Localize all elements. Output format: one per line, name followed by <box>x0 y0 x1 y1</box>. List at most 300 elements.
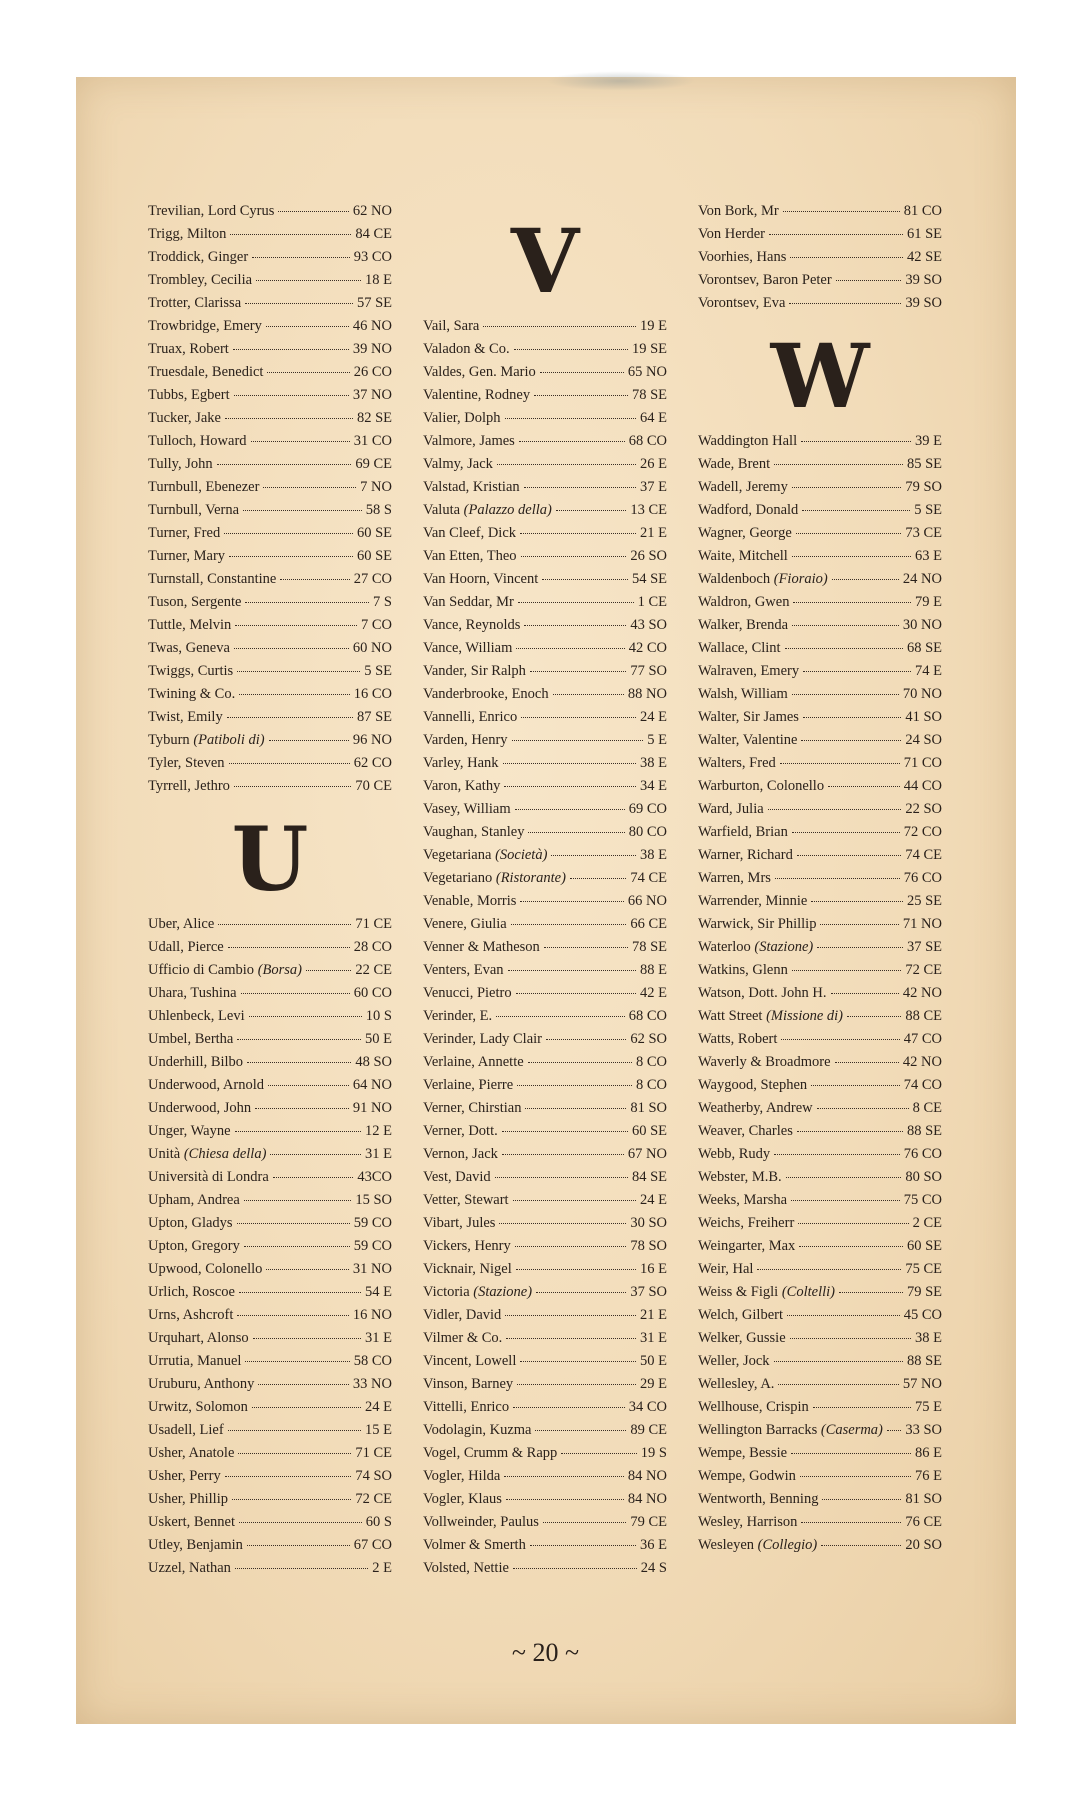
index-entry <box>423 1100 667 1123</box>
dot-leader <box>828 786 900 787</box>
page-number: ~ 20 ~ <box>511 1638 580 1667</box>
entry-name-text: Weiss & Figli <box>698 1284 782 1300</box>
index-entry <box>423 387 667 410</box>
entry-reference: 58 CO <box>353 1353 392 1369</box>
dot-leader <box>258 1384 349 1385</box>
index-entry <box>698 594 942 617</box>
entry-name <box>698 1215 794 1232</box>
entry-name-text: Vilmer & Co. <box>423 1330 503 1346</box>
index-entry <box>698 732 942 755</box>
dot-leader <box>778 1384 899 1385</box>
dot-leader <box>502 1131 628 1132</box>
entry-name-text: Watts, Robert <box>698 1031 778 1047</box>
index-entry <box>148 1215 392 1238</box>
entry-name <box>698 847 793 864</box>
index-entry <box>698 525 942 548</box>
dot-leader <box>524 625 626 626</box>
entry-reference: 86 E <box>915 1445 942 1461</box>
index-entry <box>698 916 942 939</box>
entry-reference: 48 SO <box>355 1054 392 1070</box>
entry-name <box>148 916 214 933</box>
entry-name-text: Waygood, Stephen <box>698 1077 808 1093</box>
entry-note: (Società) <box>495 847 548 863</box>
index-entry <box>698 1491 942 1514</box>
dot-leader <box>786 1177 902 1178</box>
entry-reference: 37 E <box>640 479 667 495</box>
dot-leader <box>513 1568 637 1569</box>
dot-leader <box>280 579 349 580</box>
index-entry <box>698 640 942 663</box>
entry-name <box>148 663 233 680</box>
entry-name <box>423 1169 491 1186</box>
dot-leader <box>817 947 903 948</box>
entry-name <box>698 525 792 542</box>
dot-leader <box>229 556 353 557</box>
entry-reference: 58 S <box>365 502 392 518</box>
entry-name <box>423 1146 498 1163</box>
entry-name-text: Weichs, Freiherr <box>698 1215 795 1231</box>
entry-note: (Coltelli) <box>781 1284 835 1300</box>
entry-name <box>148 410 221 427</box>
index-entry <box>423 1468 667 1491</box>
entry-reference: 34 E <box>640 778 667 794</box>
entry-name-text: Ward, Julia <box>698 801 764 817</box>
index-entry <box>423 893 667 916</box>
entry-name <box>698 1008 843 1025</box>
entry-name-text: Vegetariana <box>423 847 496 863</box>
entry-name <box>423 1100 521 1117</box>
entry-reference: 64 E <box>640 410 667 426</box>
entry-name-text: Watt Street <box>698 1008 767 1024</box>
entry-name-text: Turner, Mary <box>148 548 226 564</box>
entry-reference: 13 CE <box>630 502 667 518</box>
dot-leader <box>797 1131 903 1132</box>
entry-name-text: Twiggs, Curtis <box>148 663 234 679</box>
entry-name <box>423 801 511 818</box>
dot-leader <box>792 487 902 488</box>
index-entry <box>148 387 392 410</box>
entry-name-text: Uber, Alice <box>148 916 215 932</box>
entry-name-text: Vogel, Crumm & Rapp <box>423 1445 558 1461</box>
dot-leader <box>228 947 350 948</box>
dot-leader <box>267 372 349 373</box>
entry-name <box>423 548 517 565</box>
index-entry <box>698 456 942 479</box>
entry-name-text: Uhara, Tushina <box>148 985 237 1001</box>
entry-reference: 16 NO <box>352 1307 392 1323</box>
index-entry <box>148 1008 392 1031</box>
index-entry <box>148 732 392 755</box>
index-entry <box>423 686 667 709</box>
dot-leader <box>530 1545 636 1546</box>
dot-leader <box>520 533 636 534</box>
entry-reference: 61 SE <box>906 226 942 242</box>
entry-name <box>698 203 779 220</box>
index-entry <box>698 1215 942 1238</box>
index-entry <box>698 847 942 870</box>
entry-name <box>148 1353 241 1370</box>
entry-name <box>423 479 520 496</box>
entry-name-text: Venable, Morris <box>423 893 517 909</box>
dot-leader <box>524 487 636 488</box>
dot-leader <box>514 349 628 350</box>
entry-reference: 67 CO <box>353 1537 392 1553</box>
entry-name-text: Tyler, Steven <box>148 755 225 771</box>
entry-reference: 74 CO <box>903 1077 942 1093</box>
entry-name <box>148 203 274 220</box>
entry-name <box>148 640 230 657</box>
entry-reference: 44 CO <box>903 778 942 794</box>
index-entry <box>423 1376 667 1399</box>
index-entry <box>148 985 392 1008</box>
dot-leader <box>506 1499 624 1500</box>
index-entry <box>698 617 942 640</box>
entry-name-text: Urwitz, Solomon <box>148 1399 248 1415</box>
entry-name <box>148 686 235 703</box>
entry-name-text: Verinder, Lady Clair <box>423 1031 543 1047</box>
entry-reference: 60 S <box>365 1514 392 1530</box>
dot-leader <box>516 648 624 649</box>
entry-name-text: Waldenboch <box>698 571 774 587</box>
entry-name <box>698 1491 818 1508</box>
dot-leader <box>797 855 901 856</box>
entry-reference: 93 CO <box>353 249 392 265</box>
entry-name-text: Weingarter, Max <box>698 1238 796 1254</box>
index-entry <box>698 1146 942 1169</box>
dot-leader <box>273 1177 354 1178</box>
entry-reference: 38 E <box>915 1330 942 1346</box>
dot-leader <box>270 1154 361 1155</box>
entry-name-text: Vorontsev, Baron Peter <box>698 272 832 288</box>
entry-name-text: Victoria <box>423 1284 474 1300</box>
entry-name <box>698 1284 835 1301</box>
paper-stain <box>546 71 696 91</box>
dot-leader <box>803 671 911 672</box>
index-entry <box>423 1261 667 1284</box>
dot-leader <box>495 1177 628 1178</box>
entry-name-text: Vincent, Lowell <box>423 1353 517 1369</box>
entry-name <box>148 1031 233 1048</box>
index-entry <box>698 1123 942 1146</box>
entry-name-text: Verner, Chirstian <box>423 1100 522 1116</box>
entry-reference: 60 NO <box>352 640 392 656</box>
index-entry <box>423 663 667 686</box>
dot-leader <box>235 1131 361 1132</box>
dot-leader <box>783 211 900 212</box>
entry-name <box>148 1468 221 1485</box>
dot-leader <box>803 717 901 718</box>
entry-reference: 2 CE <box>912 1215 942 1231</box>
dot-leader <box>796 533 902 534</box>
entry-name-text: Wesley, Harrison <box>698 1514 798 1530</box>
entry-reference: 76 E <box>915 1468 942 1484</box>
entry-name <box>148 571 276 588</box>
dot-leader <box>244 1246 350 1247</box>
entry-name <box>698 1077 807 1094</box>
entry-name-text: Volmer & Smerth <box>423 1537 526 1553</box>
entry-name-text: Warrender, Minnie <box>698 893 808 909</box>
index-entry <box>148 755 392 778</box>
index-entry <box>423 502 667 525</box>
index-entry <box>148 1307 392 1330</box>
dot-leader <box>525 1108 626 1109</box>
entry-name-text: Wellesley, A. <box>698 1376 775 1392</box>
entry-reference: 31 E <box>365 1146 392 1162</box>
dot-leader <box>234 648 349 649</box>
dot-leader <box>561 1453 637 1454</box>
entry-name <box>148 1261 262 1278</box>
entry-name-text: Weaver, Charles <box>698 1123 793 1139</box>
entry-reference: 96 NO <box>352 732 392 748</box>
entry-name-text: Trigg, Milton <box>148 226 227 242</box>
entry-name-text: Verinder, E. <box>423 1008 493 1024</box>
entry-note: (Ristorante) <box>495 870 566 886</box>
dot-leader <box>546 1039 626 1040</box>
index-entry <box>423 985 667 1008</box>
entry-name <box>148 939 224 956</box>
dot-leader <box>811 901 903 902</box>
index-entry <box>423 1054 667 1077</box>
entry-name <box>698 1514 797 1531</box>
entry-name-text: Urrutia, Manuel <box>148 1353 242 1369</box>
dot-leader <box>516 993 636 994</box>
dot-leader <box>234 395 349 396</box>
entry-name-text: Underwood, John <box>148 1100 252 1116</box>
entry-reference: 66 NO <box>627 893 667 909</box>
index-entry <box>698 1077 942 1100</box>
dot-leader <box>255 1108 349 1109</box>
entry-name-text: Valdes, Gen. Mario <box>423 364 536 380</box>
index-column-2 <box>423 203 667 1583</box>
index-entry <box>148 341 392 364</box>
entry-name-text: Wellington Barracks <box>698 1422 821 1438</box>
entry-reference: 74 E <box>915 663 942 679</box>
entry-name-text: Voorhies, Hans <box>698 249 787 265</box>
entry-name-text: Wentworth, Benning <box>698 1491 819 1507</box>
entry-name <box>148 1560 231 1577</box>
index-entry <box>698 1445 942 1468</box>
entry-reference: 28 CO <box>353 939 392 955</box>
entry-name-text: Varley, Hank <box>423 755 499 771</box>
entry-reference: 54 E <box>365 1284 392 1300</box>
dot-leader <box>791 1200 900 1201</box>
index-entry <box>698 479 942 502</box>
entry-reference: 74 SO <box>355 1468 392 1484</box>
dot-leader <box>792 556 911 557</box>
index-entry <box>698 1422 942 1445</box>
dot-leader <box>256 280 361 281</box>
entry-reference: 30 NO <box>902 617 942 633</box>
index-entry <box>148 1422 392 1445</box>
entry-name-text: Turnbull, Ebenezer <box>148 479 260 495</box>
entry-name <box>148 1238 240 1255</box>
entry-name <box>698 824 788 841</box>
entry-reference: 84 CE <box>355 226 392 242</box>
index-entry <box>698 939 942 962</box>
entry-name-text: Usadell, Lief <box>148 1422 224 1438</box>
entry-name-text: Vannelli, Enrico <box>423 709 518 725</box>
dot-leader <box>517 1384 636 1385</box>
index-entry <box>423 410 667 433</box>
dot-leader <box>835 1062 899 1063</box>
dot-leader <box>505 1315 636 1316</box>
entry-reference: 88 SE <box>906 1353 942 1369</box>
entry-name-text: Trowbridge, Emery <box>148 318 262 334</box>
entry-reference: 34 CO <box>628 1399 667 1415</box>
entry-name <box>698 1261 753 1278</box>
dot-leader <box>799 1246 903 1247</box>
index-entry <box>698 686 942 709</box>
entry-name-text: Università di Londra <box>148 1169 269 1185</box>
entry-reference: 57 NO <box>902 1376 942 1392</box>
entry-name <box>698 295 785 312</box>
dot-leader <box>813 1407 911 1408</box>
entry-name-text: Urns, Ashcroft <box>148 1307 234 1323</box>
entry-reference: 76 CE <box>905 1514 942 1530</box>
dot-leader <box>774 1154 900 1155</box>
entry-reference: 21 E <box>640 1307 667 1323</box>
entry-name-text: Umbel, Bertha <box>148 1031 234 1047</box>
dot-leader <box>801 441 911 442</box>
entry-name <box>698 456 770 473</box>
entry-reference: 68 SE <box>906 640 942 656</box>
index-entry <box>148 594 392 617</box>
entry-name-text: Turner, Fred <box>148 525 221 541</box>
dot-leader <box>266 326 349 327</box>
dot-leader <box>234 786 351 787</box>
index-entry <box>423 341 667 364</box>
entry-name-text: Vance, Reynolds <box>423 617 521 633</box>
entry-name <box>148 985 237 1002</box>
entry-reference: 16 E <box>640 1261 667 1277</box>
entry-reference: 37 SO <box>630 1284 667 1300</box>
entry-reference: 84 SE <box>631 1169 667 1185</box>
entry-reference: 77 SO <box>630 663 667 679</box>
entry-name-text: Underhill, Bilbo <box>148 1054 244 1070</box>
dot-leader <box>503 763 636 764</box>
entry-note: (Fioraio) <box>773 571 828 587</box>
entry-name <box>423 1399 509 1416</box>
index-entry <box>423 548 667 571</box>
index-entry <box>148 502 392 525</box>
index-entry <box>423 1284 667 1307</box>
entry-name <box>698 571 828 588</box>
dot-leader <box>817 1108 909 1109</box>
index-entry <box>148 916 392 939</box>
entry-reference: 78 SO <box>630 1238 667 1254</box>
index-entry <box>148 686 392 709</box>
entry-name <box>148 617 231 634</box>
index-entry <box>698 433 942 456</box>
entry-reference: 76 CO <box>903 870 942 886</box>
entry-reference: 62 SO <box>630 1031 667 1047</box>
index-column-3 <box>698 203 942 1560</box>
dot-leader <box>511 924 627 925</box>
index-entry <box>423 1192 667 1215</box>
entry-name-text: Verlaine, Annette <box>423 1054 524 1070</box>
entry-name <box>148 479 259 496</box>
dot-leader <box>781 1039 899 1040</box>
entry-reference: 88 NO <box>627 686 667 702</box>
entry-reference: 74 CE <box>630 870 667 886</box>
entry-name-text: Wesleyen <box>698 1537 758 1553</box>
index-entry <box>148 295 392 318</box>
index-entry <box>423 870 667 893</box>
entry-name <box>698 249 786 266</box>
entry-reference: 2 E <box>372 1560 392 1576</box>
dot-leader <box>528 1062 632 1063</box>
dot-leader <box>497 464 636 465</box>
entry-name-text: Volsted, Nettie <box>423 1560 509 1576</box>
index-entry <box>698 1008 942 1031</box>
index-entry <box>423 1008 667 1031</box>
entry-reference: 74 CE <box>905 847 942 863</box>
entry-reference: 26 CO <box>353 364 392 380</box>
entry-reference: 78 SE <box>631 939 667 955</box>
entry-name-text: Vittelli, Enrico <box>423 1399 510 1415</box>
entry-name <box>148 594 241 611</box>
entry-name-text: Trombley, Cecilia <box>148 272 253 288</box>
entry-reference: 24 S <box>640 1560 667 1576</box>
index-entry <box>423 1123 667 1146</box>
entry-name-text: Vetter, Stewart <box>423 1192 509 1208</box>
entry-reference: 80 CO <box>628 824 667 840</box>
dot-leader <box>239 1292 361 1293</box>
entry-name-text: Vail, Sara <box>423 318 480 334</box>
index-entry <box>423 801 667 824</box>
entry-name <box>148 1445 234 1462</box>
dot-leader <box>229 763 350 764</box>
entry-name <box>698 1123 793 1140</box>
entry-name <box>423 778 500 795</box>
dot-leader <box>831 993 899 994</box>
entry-name <box>698 939 813 956</box>
dot-leader <box>551 855 636 856</box>
entry-name-text: Uskert, Bennet <box>148 1514 235 1530</box>
dot-leader <box>278 211 349 212</box>
entry-name-text: Twas, Geneva <box>148 640 230 656</box>
section-letter-heading: V <box>510 208 580 313</box>
entry-name-text: Valuta <box>423 502 464 518</box>
entry-name-text: Udall, Pierce <box>148 939 224 955</box>
entry-reference: 50 E <box>640 1353 667 1369</box>
index-entry <box>423 1077 667 1100</box>
entry-name-text: Vogler, Klaus <box>423 1491 502 1507</box>
entry-reference: 41 SO <box>905 709 942 725</box>
entry-name <box>423 1031 542 1048</box>
entry-reference: 76 CO <box>903 1146 942 1162</box>
dot-leader <box>792 694 899 695</box>
entry-name <box>698 479 788 496</box>
entry-name <box>423 1192 509 1209</box>
entry-name <box>423 1468 500 1485</box>
entry-name <box>423 962 504 979</box>
entry-name <box>423 847 547 864</box>
entry-name-text: Utley, Benjamin <box>148 1537 243 1553</box>
dot-leader <box>252 257 350 258</box>
entry-reference: 5 SE <box>914 502 942 518</box>
dot-leader <box>496 1016 625 1017</box>
dot-leader <box>241 993 350 994</box>
entry-reference: 39 SO <box>905 272 942 288</box>
entry-name <box>698 778 824 795</box>
entry-reference: 79 CE <box>630 1514 667 1530</box>
entry-name <box>148 1307 233 1324</box>
index-entry <box>698 203 942 226</box>
index-entry <box>148 249 392 272</box>
entry-reference: 81 SO <box>630 1100 667 1116</box>
dot-leader <box>239 1522 362 1523</box>
